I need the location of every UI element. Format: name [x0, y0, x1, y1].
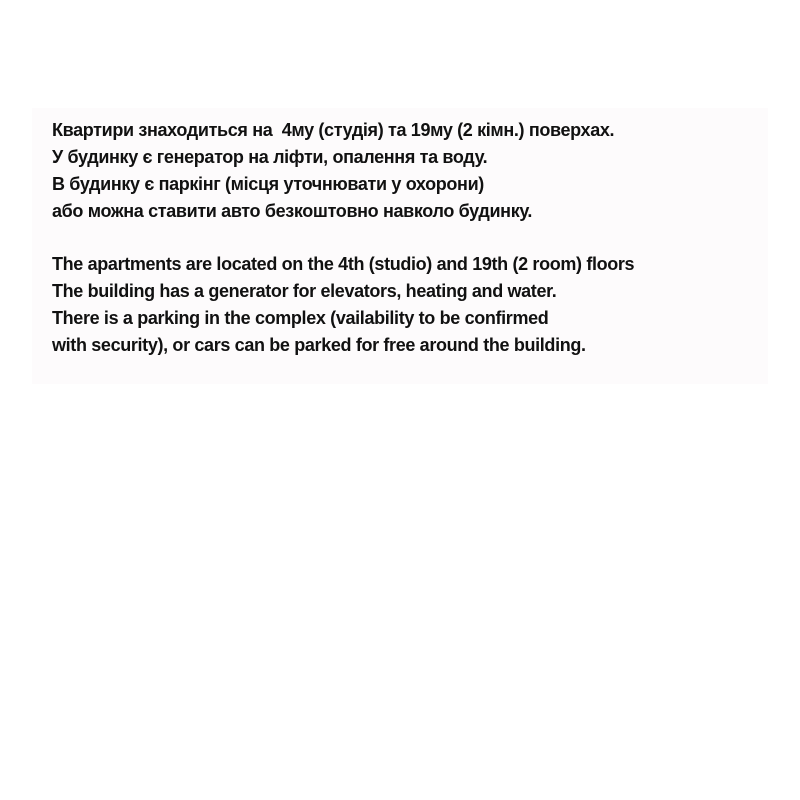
- ukrainian-notice: [52, 117, 614, 225]
- ukrainian-line-free-parking: або можна ставити авто безкоштовно навколо будинку.: [52, 201, 533, 221]
- english-line-generator: The building has a generator for elevators, heating and water.: [52, 281, 557, 301]
- english-line-floors: The apartments are located on the 4th (studio) and 19th (2 room) floors: [52, 254, 635, 274]
- english-notice: [52, 251, 634, 359]
- ukrainian-line-floors: Квартири знаходиться на 4му (студія) та 19му (2 кімн.) поверхах.: [52, 120, 615, 140]
- ukrainian-line-generator: У будинку є генератор на ліфти, опалення та воду.: [52, 147, 488, 167]
- ukrainian-line-parking: В будинку є паркінг (місця уточнювати у охорони): [52, 174, 484, 194]
- english-line-parking: There is a parking in the complex (vailability to be confirmed: [52, 308, 549, 328]
- english-line-free-parking: with security), or cars can be parked for free around the building.: [52, 335, 586, 355]
